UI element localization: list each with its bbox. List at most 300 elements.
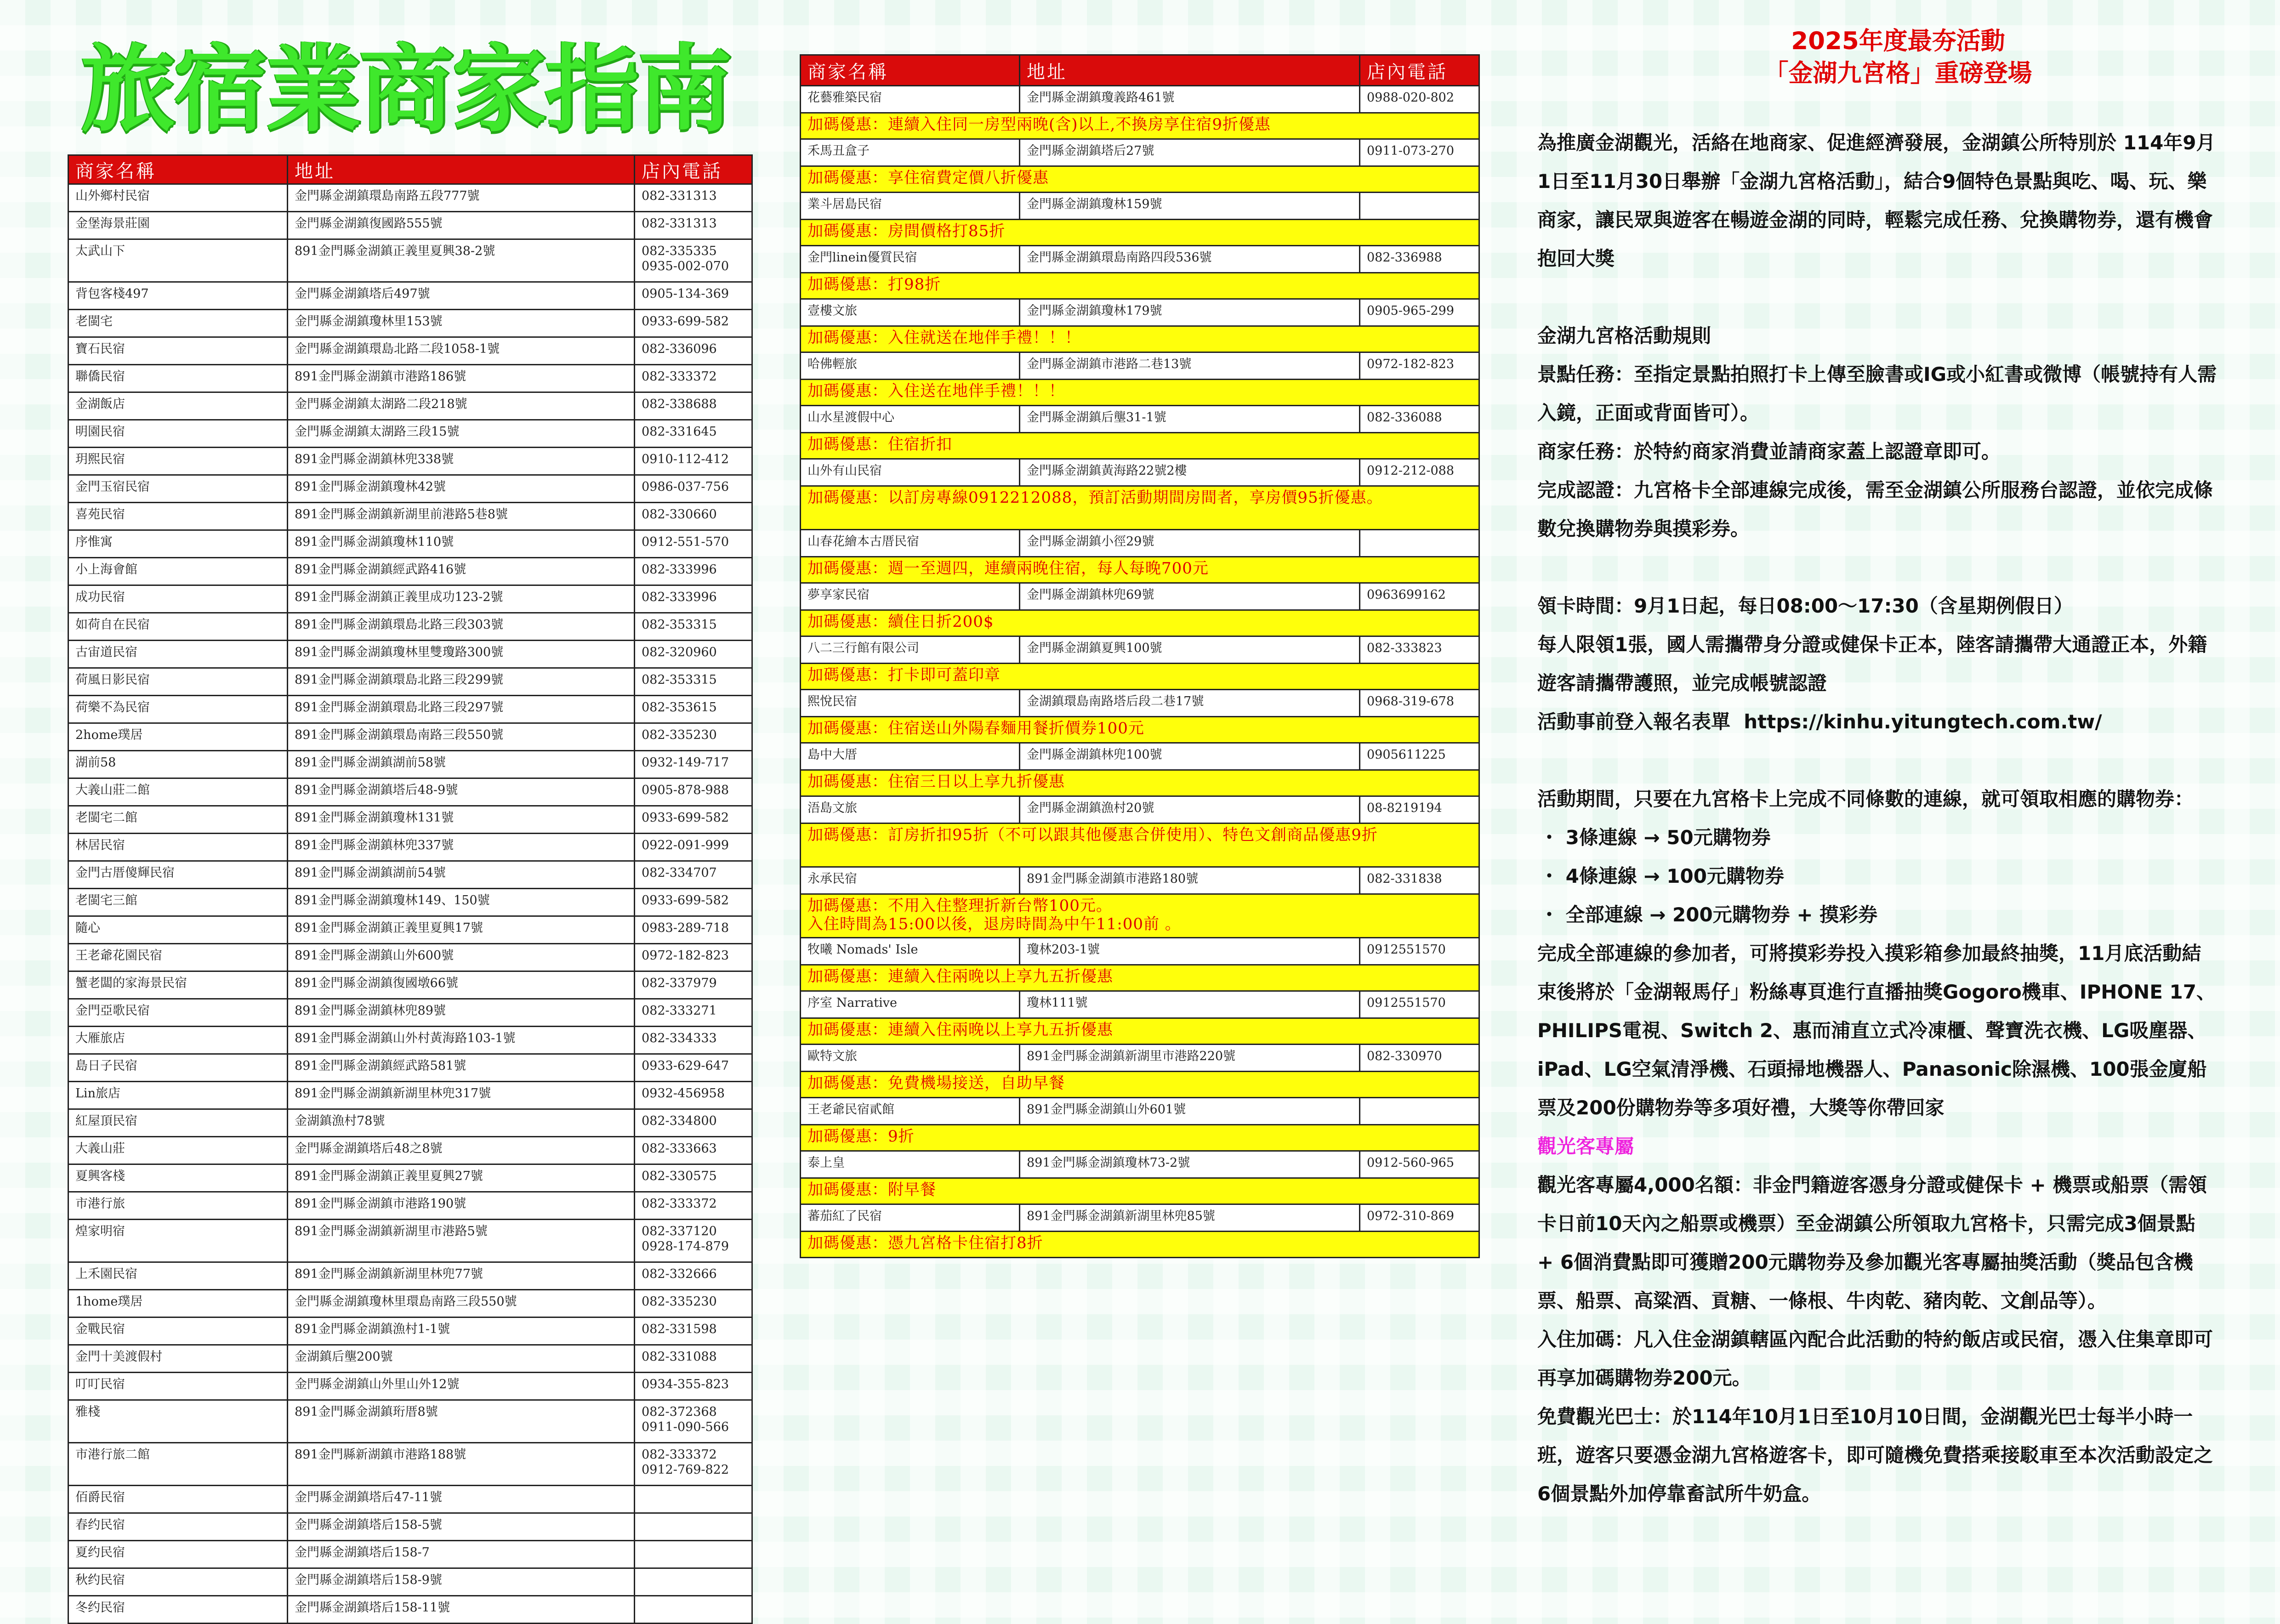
merchant-phone: 0933-699-582 <box>635 806 752 834</box>
promo-row <box>801 433 1479 459</box>
signup-form <box>1537 703 2217 741</box>
merchant-address: 891金門縣金湖鎮瓊林73-2號 <box>1020 1151 1360 1178</box>
merchant-address: 891金門縣金湖鎮市港路186號 <box>288 365 635 392</box>
promo-row <box>801 273 1479 299</box>
tourist-title: 觀光客專屬 <box>1537 1135 1634 1158</box>
merchant-address: 金門縣金湖鎮瓊林里環島南路三段550號 <box>288 1290 635 1317</box>
signup-link[interactable]: https://kinhu.yitungtech.com.tw/ <box>1744 710 2102 733</box>
merchant-phone: 082-330660 <box>635 503 752 530</box>
promo-text: 加碼優惠：訂房折扣95折（不可以跟其他優惠合併使用）、特色文創商品優惠9折 <box>801 823 1479 867</box>
promo-row <box>801 664 1479 690</box>
table-header-row <box>68 155 752 184</box>
merchant-name: 1home璞居 <box>68 1290 288 1317</box>
table-row <box>68 448 752 475</box>
stay-bonus-text: 入住加碼：凡入住金湖鎮轄區內配合此活動的特約飯店或民宿，憑入住集章即可再享加碼購物券200元。 <box>1537 1328 2213 1389</box>
merchant-name: 市港行旅 <box>68 1192 288 1220</box>
promo-text: 加碼優惠：免費機場接送，自助早餐 <box>801 1072 1479 1098</box>
table-row <box>801 1098 1479 1125</box>
merchant-phone <box>635 1541 752 1568</box>
merchant-address: 金門縣金湖鎮塔后158-7 <box>288 1541 635 1568</box>
table-row <box>68 641 752 668</box>
table-row <box>68 1596 752 1624</box>
merchant-phone: 082-333271 <box>635 999 752 1027</box>
table-row <box>68 1262 752 1290</box>
promo-row <box>801 1125 1479 1151</box>
merchant-name: 島日子民宿 <box>68 1054 288 1082</box>
merchant-phone: 0986-037-756 <box>635 475 752 503</box>
table-row <box>68 392 752 420</box>
merchant-name: 背包客棧497 <box>68 282 288 310</box>
merchant-phone: 0933-629-647 <box>635 1054 752 1082</box>
merchant-phone: 082-333372 <box>635 365 752 392</box>
reward-all-lines: ・ 全部連線 → 200元購物券 + 摸彩券 <box>1540 903 1878 926</box>
promo-text: 加碼優惠：連續入住兩晚以上享九五折優惠 <box>801 1018 1479 1045</box>
table-row <box>68 475 752 503</box>
merchant-phone: 0972-182-823 <box>635 944 752 971</box>
table-row <box>68 212 752 239</box>
promo-text: 加碼優惠：9折 <box>801 1125 1479 1151</box>
merchant-address: 891金門縣金湖鎮正義里成功123-2號 <box>288 585 635 613</box>
table-row <box>68 1443 752 1486</box>
column-header-name: 商家名稱 <box>68 155 288 184</box>
merchant-address: 891金門縣金湖鎮市港路190號 <box>288 1192 635 1220</box>
merchant-table-2 <box>800 54 1480 1258</box>
merchant-phone: 082-337979 <box>635 971 752 999</box>
merchant-phone: 082-334333 <box>635 1027 752 1054</box>
merchant-address: 891金門縣金湖鎮瓊林里雙瓊路300號 <box>288 641 635 668</box>
merchant-address: 891金門縣金湖鎮正義里夏興17號 <box>288 916 635 944</box>
merchant-address: 金門縣金湖鎮夏興100號 <box>1020 636 1360 664</box>
merchant-address: 金門縣金湖鎮太湖路三段15號 <box>288 420 635 448</box>
merchant-phone: 0912551570 <box>1360 991 1479 1018</box>
merchant-address: 金湖鎮后壟200號 <box>288 1345 635 1373</box>
merchant-name: 成功民宿 <box>68 585 288 613</box>
merchant-address: 金門縣金湖鎮復國路555號 <box>288 212 635 239</box>
merchant-phone <box>635 1568 752 1596</box>
promo-text: 加碼優惠：打卡即可蓋印章 <box>801 664 1479 690</box>
merchant-address: 891金門縣金湖鎮新湖里林兜317號 <box>288 1082 635 1109</box>
promo-text: 加碼優惠：住宿折扣 <box>801 433 1479 459</box>
merchant-name: 金門玉宿民宿 <box>68 475 288 503</box>
merchant-address: 金門縣金湖鎮塔后158-11號 <box>288 1596 635 1624</box>
merchant-name: 大義山莊 <box>68 1137 288 1164</box>
rules-title: 金湖九宮格活動規則 <box>1537 324 1711 347</box>
tourist-text: 觀光客專屬4,000名額：非金門籍遊客憑身分證或健保卡 + 機票或船票（需領卡日前10天內之船票或機票）至金湖鎮公所領取九宮格卡，只需完成3個景點 + 6個消費點即可獲贈200元購物券及參加觀光客專屬抽獎活動（獎品包含機票、船票、高粱酒、貢糖、一條根、牛肉乾、豬肉乾、文創品等）。 <box>1537 1174 2207 1312</box>
promo-row <box>801 894 1479 938</box>
intro-text: 為推廣金湖觀光，活絡在地商家、促進經濟發展，金湖鎮公所特別於 114年9月1日至11月30日舉辦「金湖九宮格活動」，結合9個特色景點與吃、喝、玩、樂商家，讓民眾與遊客在暢遊金湖的同時，輕鬆完成任務、兌換購物券，還有機會抱回大獎 <box>1537 131 2216 270</box>
collect-requirements: 每人限領1張，國人需攜帶身分證或健保卡正本，陸客請攜帶大通證正本，外籍遊客請攜帶護照，並完成帳號認證 <box>1537 633 2207 694</box>
merchant-address: 金門縣金湖鎮林兜100號 <box>1020 743 1360 770</box>
merchant-phone: 0910-112-412 <box>635 448 752 475</box>
merchant-address: 金門縣金湖鎮塔后48之8號 <box>288 1137 635 1164</box>
merchant-address: 891金門縣金湖鎮市港路180號 <box>1020 867 1360 894</box>
merchant-address: 891金門縣金湖鎮珩厝8號 <box>288 1400 635 1443</box>
promo-row <box>801 166 1479 193</box>
table-row <box>801 796 1479 823</box>
table-row <box>68 1486 752 1513</box>
promo-text: 加碼優惠：住宿送山外陽春麵用餐折價券100元 <box>801 717 1479 743</box>
table-row <box>801 299 1479 326</box>
promo-row <box>801 823 1479 867</box>
table-row <box>68 239 752 282</box>
table-row <box>68 1164 752 1192</box>
merchant-phone: 0912-212-088 <box>1360 459 1479 486</box>
merchant-phone: 082-331088 <box>635 1345 752 1373</box>
merchant-name: 花藝雅築民宿 <box>801 86 1020 113</box>
merchant-phone: 082-334707 <box>635 861 752 889</box>
merchant-address: 891金門縣新湖鎮市港路188號 <box>288 1443 635 1486</box>
merchant-phone <box>635 1596 752 1624</box>
merchant-phone: 082-333823 <box>1360 636 1479 664</box>
merchant-address: 891金門縣金湖鎮新湖里市港路220號 <box>1020 1045 1360 1072</box>
merchant-name: 上禾園民宿 <box>68 1262 288 1290</box>
merchant-name: 老閩宅三館 <box>68 889 288 916</box>
table-row <box>68 1290 752 1317</box>
table-row <box>801 459 1479 486</box>
merchant-name: 如荷自在民宿 <box>68 613 288 641</box>
merchant-address: 891金門縣金湖鎮環島北路三段303號 <box>288 613 635 641</box>
merchant-name: 金門亞歌民宿 <box>68 999 288 1027</box>
merchant-name: 業斗居島民宿 <box>801 193 1020 220</box>
merchant-address: 金門縣金湖鎮瓊林里153號 <box>288 310 635 337</box>
merchant-address: 金門縣金湖鎮漁村20號 <box>1020 796 1360 823</box>
table-row <box>68 696 752 723</box>
table-row <box>68 861 752 889</box>
merchant-name: 哈佛輕旅 <box>801 352 1020 380</box>
merchant-address: 891金門縣金湖鎮瓊林149、150號 <box>288 889 635 916</box>
collect-time: 領卡時間：9月1日起，每日08:00～17:30（含星期例假日） <box>1537 595 2073 617</box>
final-draw-text: 完成全部連線的參加者，可將摸彩券投入摸彩箱參加最終抽獎，11月底活動結束後將於「金湖報馬仔」粉絲專頁進行直播抽獎Gogoro機車、IPHONE 17、PHILIPS電視、Switch 2、惠而浦直立式冷凍櫃、聲寶洗衣機、LG吸塵器、iPad、LG空氣清淨機、石頭掃地機器人、Panasonic除濕機、100張金廈船票及200份購物券等多項好禮，大獎等你帶回家 <box>1537 942 2216 1119</box>
merchant-address: 金門縣金湖鎮塔后497號 <box>288 282 635 310</box>
merchant-address: 891金門縣金湖鎮環島南路三段550號 <box>288 723 635 751</box>
rule-spot-task: 景點任務：至指定景點拍照打卡上傳至臉書或IG或小紅書或微博（帳號持有人需入鏡，正面或背面皆可）。 <box>1537 363 2217 424</box>
merchant-address: 金門縣金湖鎮太湖路二段218號 <box>288 392 635 420</box>
merchant-address: 金湖鎮環島南路塔后段二巷17號 <box>1020 690 1360 717</box>
merchant-name: 金戰民宿 <box>68 1317 288 1345</box>
merchant-name: 湖前58 <box>68 751 288 778</box>
merchant-address: 891金門縣金湖鎮山外600號 <box>288 944 635 971</box>
merchant-name: Lin旅店 <box>68 1082 288 1109</box>
merchant-address: 891金門縣金湖鎮正義里夏興27號 <box>288 1164 635 1192</box>
merchant-name: 序室 Narrative <box>801 991 1020 1018</box>
table-row <box>68 778 752 806</box>
reward-4-lines: ・ 4條連線 → 100元購物券 <box>1540 865 1784 887</box>
merchant-name: 金門古厝傻輝民宿 <box>68 861 288 889</box>
table-row <box>68 310 752 337</box>
merchant-address: 金門縣金湖鎮塔后27號 <box>1020 139 1360 166</box>
promo-text: 加碼優惠：不用入住整理折新台幣100元。 入住時間為15:00以後，退房時間為中午11:00前 。 <box>801 894 1479 938</box>
promo-row <box>801 557 1479 583</box>
merchant-phone: 082-353315 <box>635 668 752 696</box>
promo-row <box>801 610 1479 636</box>
merchant-address: 891金門縣金湖鎮新湖里林兜77號 <box>288 1262 635 1290</box>
merchant-phone: 082-320960 <box>635 641 752 668</box>
promo-row <box>801 113 1479 139</box>
merchant-phone: 0922-091-999 <box>635 834 752 861</box>
merchant-phone: 082-333996 <box>635 558 752 585</box>
table-row <box>801 1151 1479 1178</box>
promo-text: 加碼優惠：住宿三日以上享九折優惠 <box>801 770 1479 796</box>
merchant-phone: 08-8219194 <box>1360 796 1479 823</box>
table-row <box>68 1192 752 1220</box>
table-row <box>68 1027 752 1054</box>
merchant-address: 891金門縣金湖鎮湖前58號 <box>288 751 635 778</box>
table-row <box>68 1220 752 1262</box>
table-row <box>68 1137 752 1164</box>
merchant-phone: 0968-319-678 <box>1360 690 1479 717</box>
merchant-address: 891金門縣金湖鎮復國墩66號 <box>288 971 635 999</box>
rule-merchant-task: 商家任務：於特約商家消費並請商家蓋上認證章即可。 <box>1537 440 2001 463</box>
merchant-phone <box>635 1486 752 1513</box>
merchant-name: 古宙道民宿 <box>68 641 288 668</box>
merchant-name: 寶石民宿 <box>68 337 288 365</box>
merchant-name: 荷樂不為民宿 <box>68 696 288 723</box>
merchant-name: 歐特文旅 <box>801 1045 1020 1072</box>
event-info-panel <box>1537 25 2217 1513</box>
merchant-address: 金門縣金湖鎮塔后158-9號 <box>288 1568 635 1596</box>
merchant-name: 夏興客棧 <box>68 1164 288 1192</box>
merchant-address: 891金門縣金湖鎮山外村黃海路103-1號 <box>288 1027 635 1054</box>
merchant-address: 891金門縣金湖鎮經武路581號 <box>288 1054 635 1082</box>
merchant-phone: 0933-699-582 <box>635 310 752 337</box>
table-row <box>68 723 752 751</box>
table-row <box>801 86 1479 113</box>
merchant-name: 金湖飯店 <box>68 392 288 420</box>
table-row <box>68 1109 752 1137</box>
promo-text: 加碼優惠：入住就送在地伴手禮！！！ <box>801 326 1479 352</box>
merchant-name: 大雁旅店 <box>68 1027 288 1054</box>
merchant-phone: 082-331313 <box>635 212 752 239</box>
promo-text: 加碼優惠：享住宿費定價八折優惠 <box>801 166 1479 193</box>
merchant-address: 金湖鎮漁村78號 <box>288 1109 635 1137</box>
merchant-phone: 082-332666 <box>635 1262 752 1290</box>
merchant-name: 熙悅民宿 <box>801 690 1020 717</box>
promo-text: 加碼優惠：以訂房專線0912212088，預訂活動期間房間者，享房價95折優惠。 <box>801 486 1479 530</box>
merchant-address: 金門縣金湖鎮林兜69號 <box>1020 583 1360 610</box>
merchant-address: 891金門縣金湖鎮正義里夏興38-2號 <box>288 239 635 282</box>
merchant-phone <box>635 1513 752 1541</box>
merchant-name: 永承民宿 <box>801 867 1020 894</box>
table-row <box>68 613 752 641</box>
table-row <box>68 365 752 392</box>
merchant-name: 山外有山民宿 <box>801 459 1020 486</box>
table-row <box>68 1373 752 1400</box>
promo-row <box>801 486 1479 530</box>
merchant-phone <box>1360 530 1479 557</box>
merchant-address: 金門縣金湖鎮山外里山外12號 <box>288 1373 635 1400</box>
table-row <box>801 636 1479 664</box>
merchant-phone: 082-353315 <box>635 613 752 641</box>
merchant-name: 禾馬丑盒子 <box>801 139 1020 166</box>
merchant-address: 金門縣金湖鎮環島南路五段777號 <box>288 184 635 212</box>
merchant-phone: 082-372368 0911-090-566 <box>635 1400 752 1443</box>
merchant-name: 蟹老闆的家海景民宿 <box>68 971 288 999</box>
merchant-name: 隨心 <box>68 916 288 944</box>
table-row <box>68 1541 752 1568</box>
table-row <box>68 503 752 530</box>
rule-verification: 完成認證：九宮格卡全部連線完成後，需至金湖鎮公所服務台認證，並依完成條數兌換購物券與摸彩券。 <box>1537 479 2213 540</box>
merchant-address: 金門縣金湖鎮瓊義路461號 <box>1020 86 1360 113</box>
merchant-name: 佰爵民宿 <box>68 1486 288 1513</box>
merchant-name: 泰上皇 <box>801 1151 1020 1178</box>
merchant-address: 金門縣金湖鎮環島南路四段536號 <box>1020 246 1360 273</box>
merchant-name: 金堡海景莊園 <box>68 212 288 239</box>
merchant-address: 瓊林203-1號 <box>1020 938 1360 965</box>
promo-text: 加碼優惠：房間價格打85折 <box>801 220 1479 246</box>
merchant-name: 壹樓文旅 <box>801 299 1020 326</box>
reward-3-lines: ・ 3條連線 → 50元購物券 <box>1540 826 1771 849</box>
merchant-name: 金門十美渡假村 <box>68 1345 288 1373</box>
merchant-phone: 0983-289-718 <box>635 916 752 944</box>
promo-text: 加碼優惠：週一至週四，連續兩晚住宿，每人每晚700元 <box>801 557 1479 583</box>
merchant-address: 891金門縣金湖鎮瓊林131號 <box>288 806 635 834</box>
merchant-address: 891金門縣金湖鎮環島北路三段299號 <box>288 668 635 696</box>
merchant-phone: 082-336088 <box>1360 406 1479 433</box>
merchant-phone: 0905-965-299 <box>1360 299 1479 326</box>
merchant-phone: 082-337120 0928-174-879 <box>635 1220 752 1262</box>
column-header-phone: 店內電話 <box>635 155 752 184</box>
merchant-name: 序惟寓 <box>68 530 288 558</box>
table-row <box>68 530 752 558</box>
merchant-address: 金門縣金湖鎮小徑29號 <box>1020 530 1360 557</box>
merchant-name: 煌家明宿 <box>68 1220 288 1262</box>
merchant-name: 王老爺花園民宿 <box>68 944 288 971</box>
table-row <box>68 806 752 834</box>
table-header-row <box>801 55 1479 86</box>
merchant-name: 山春花繪本古厝民宿 <box>801 530 1020 557</box>
table-row <box>68 282 752 310</box>
promo-text: 加碼優惠：打98折 <box>801 273 1479 299</box>
merchant-address: 891金門縣金湖鎮漁村1-1號 <box>288 1317 635 1345</box>
merchant-table-1 <box>68 154 753 1624</box>
column-header-address: 地址 <box>1020 55 1360 86</box>
merchant-phone <box>1360 193 1479 220</box>
merchant-address: 金門縣金湖鎮瓊林179號 <box>1020 299 1360 326</box>
promo-row <box>801 965 1479 991</box>
merchant-address: 891金門縣金湖鎮瓊林42號 <box>288 475 635 503</box>
promo-row <box>801 1178 1479 1204</box>
merchant-phone: 082-331313 <box>635 184 752 212</box>
merchant-phone: 0933-699-582 <box>635 889 752 916</box>
table-row <box>68 1568 752 1596</box>
table-row <box>68 1513 752 1541</box>
table-row <box>801 991 1479 1018</box>
merchant-address: 891金門縣金湖鎮環島北路三段297號 <box>288 696 635 723</box>
merchant-address: 金門縣金湖鎮塔后47-11號 <box>288 1486 635 1513</box>
table-row <box>68 1082 752 1109</box>
merchant-phone: 082-333372 <box>635 1192 752 1220</box>
promo-row <box>801 1072 1479 1098</box>
merchant-phone: 082-335230 <box>635 1290 752 1317</box>
merchant-name: 春约民宿 <box>68 1513 288 1541</box>
merchant-name: 牧曦 Nomads' Isle <box>801 938 1020 965</box>
merchant-address: 891金門縣金湖鎮新湖里前港路5巷8號 <box>288 503 635 530</box>
table-row <box>801 938 1479 965</box>
merchant-address: 金門縣金湖鎮黃海路22號2樓 <box>1020 459 1360 486</box>
promo-text: 加碼優惠：續住日折200$ <box>801 610 1479 636</box>
merchant-phone: 0905-878-988 <box>635 778 752 806</box>
table-row <box>68 1054 752 1082</box>
table-row <box>801 1204 1479 1232</box>
merchant-address: 891金門縣金湖鎮林兜338號 <box>288 448 635 475</box>
period-text: 活動期間，只要在九宮格卡上完成不同條數的連線，就可領取相應的購物券： <box>1537 788 2194 810</box>
page-title: 旅宿業商家指南 <box>80 34 731 145</box>
table-row <box>68 916 752 944</box>
merchant-name: 叮叮民宿 <box>68 1373 288 1400</box>
merchant-name: 島中大厝 <box>801 743 1020 770</box>
table-row <box>801 690 1479 717</box>
merchant-address: 891金門縣金湖鎮瓊林110號 <box>288 530 635 558</box>
promo-text: 加碼優惠：連續入住同一房型兩晚(含)以上,不換房享住宿9折優惠 <box>801 113 1479 139</box>
merchant-address: 891金門縣金湖鎮新湖里林兜85號 <box>1020 1204 1360 1232</box>
merchant-address: 金門縣金湖鎮塔后158-5號 <box>288 1513 635 1541</box>
promo-text: 加碼優惠：附早餐 <box>801 1178 1479 1204</box>
promo-row <box>801 1232 1479 1258</box>
merchant-phone: 082-336096 <box>635 337 752 365</box>
merchant-phone: 0932-456958 <box>635 1082 752 1109</box>
merchant-phone: 0972-310-869 <box>1360 1204 1479 1232</box>
merchant-phone: 082-331645 <box>635 420 752 448</box>
table-row <box>801 246 1479 273</box>
merchant-phone: 0912-560-965 <box>1360 1151 1479 1178</box>
merchant-name: 雅棧 <box>68 1400 288 1443</box>
table-row <box>68 999 752 1027</box>
table-row <box>801 743 1479 770</box>
merchant-name: 王老爺民宿貳館 <box>801 1098 1020 1125</box>
table-row <box>801 139 1479 166</box>
merchant-phone: 082-330970 <box>1360 1045 1479 1072</box>
merchant-name: 山外鄉村民宿 <box>68 184 288 212</box>
table-row <box>68 834 752 861</box>
merchant-phone: 0932-149-717 <box>635 751 752 778</box>
merchant-name: 小上海會館 <box>68 558 288 585</box>
free-bus-text: 免費觀光巴士：於114年10月1日至10月10日間，金湖觀光巴士每半小時一班，遊客只要憑金湖九宮格遊客卡，即可隨機免費搭乘接駁車至本次活動設定之6個景點外加停靠畜試所牛奶盒。 <box>1537 1405 2213 1505</box>
merchant-name: 林居民宿 <box>68 834 288 861</box>
event-subtitle: 「金湖九宮格」重磅登場 <box>1764 59 2032 87</box>
promo-row <box>801 717 1479 743</box>
merchant-name: 冬约民宿 <box>68 1596 288 1624</box>
merchant-address: 金門縣金湖鎮瓊林159號 <box>1020 193 1360 220</box>
table-row <box>801 1045 1479 1072</box>
merchant-address: 891金門縣金湖鎮山外601號 <box>1020 1098 1360 1125</box>
merchant-address: 891金門縣金湖鎮塔后48-9號 <box>288 778 635 806</box>
merchant-name: 大義山莊二館 <box>68 778 288 806</box>
merchant-phone: 082-333372 0912-769-822 <box>635 1443 752 1486</box>
signup-label: 活動事前登入報名表單 <box>1537 710 1731 733</box>
merchant-name: 市港行旅二館 <box>68 1443 288 1486</box>
merchant-address: 金門縣金湖鎮環島北路二段1058-1號 <box>288 337 635 365</box>
merchant-phone: 0934-355-823 <box>635 1373 752 1400</box>
promo-row <box>801 326 1479 352</box>
merchant-address: 891金門縣金湖鎮林兜337號 <box>288 834 635 861</box>
table-row <box>68 184 752 212</box>
merchant-name: 山水星渡假中心 <box>801 406 1020 433</box>
merchant-phone: 082-333996 <box>635 585 752 613</box>
table-row <box>68 1400 752 1443</box>
merchant-address: 891金門縣金湖鎮經武路416號 <box>288 558 635 585</box>
merchant-address: 891金門縣金湖鎮林兜89號 <box>288 999 635 1027</box>
merchant-phone: 082-336988 <box>1360 246 1479 273</box>
merchant-name: 夏约民宿 <box>68 1541 288 1568</box>
merchant-phone: 082-334800 <box>635 1109 752 1137</box>
table-row <box>68 971 752 999</box>
merchant-name: 喜苑民宿 <box>68 503 288 530</box>
table-row <box>68 558 752 585</box>
merchant-phone: 0988-020-802 <box>1360 86 1479 113</box>
table-row <box>68 1345 752 1373</box>
table-row <box>801 406 1479 433</box>
merchant-name: 太武山下 <box>68 239 288 282</box>
